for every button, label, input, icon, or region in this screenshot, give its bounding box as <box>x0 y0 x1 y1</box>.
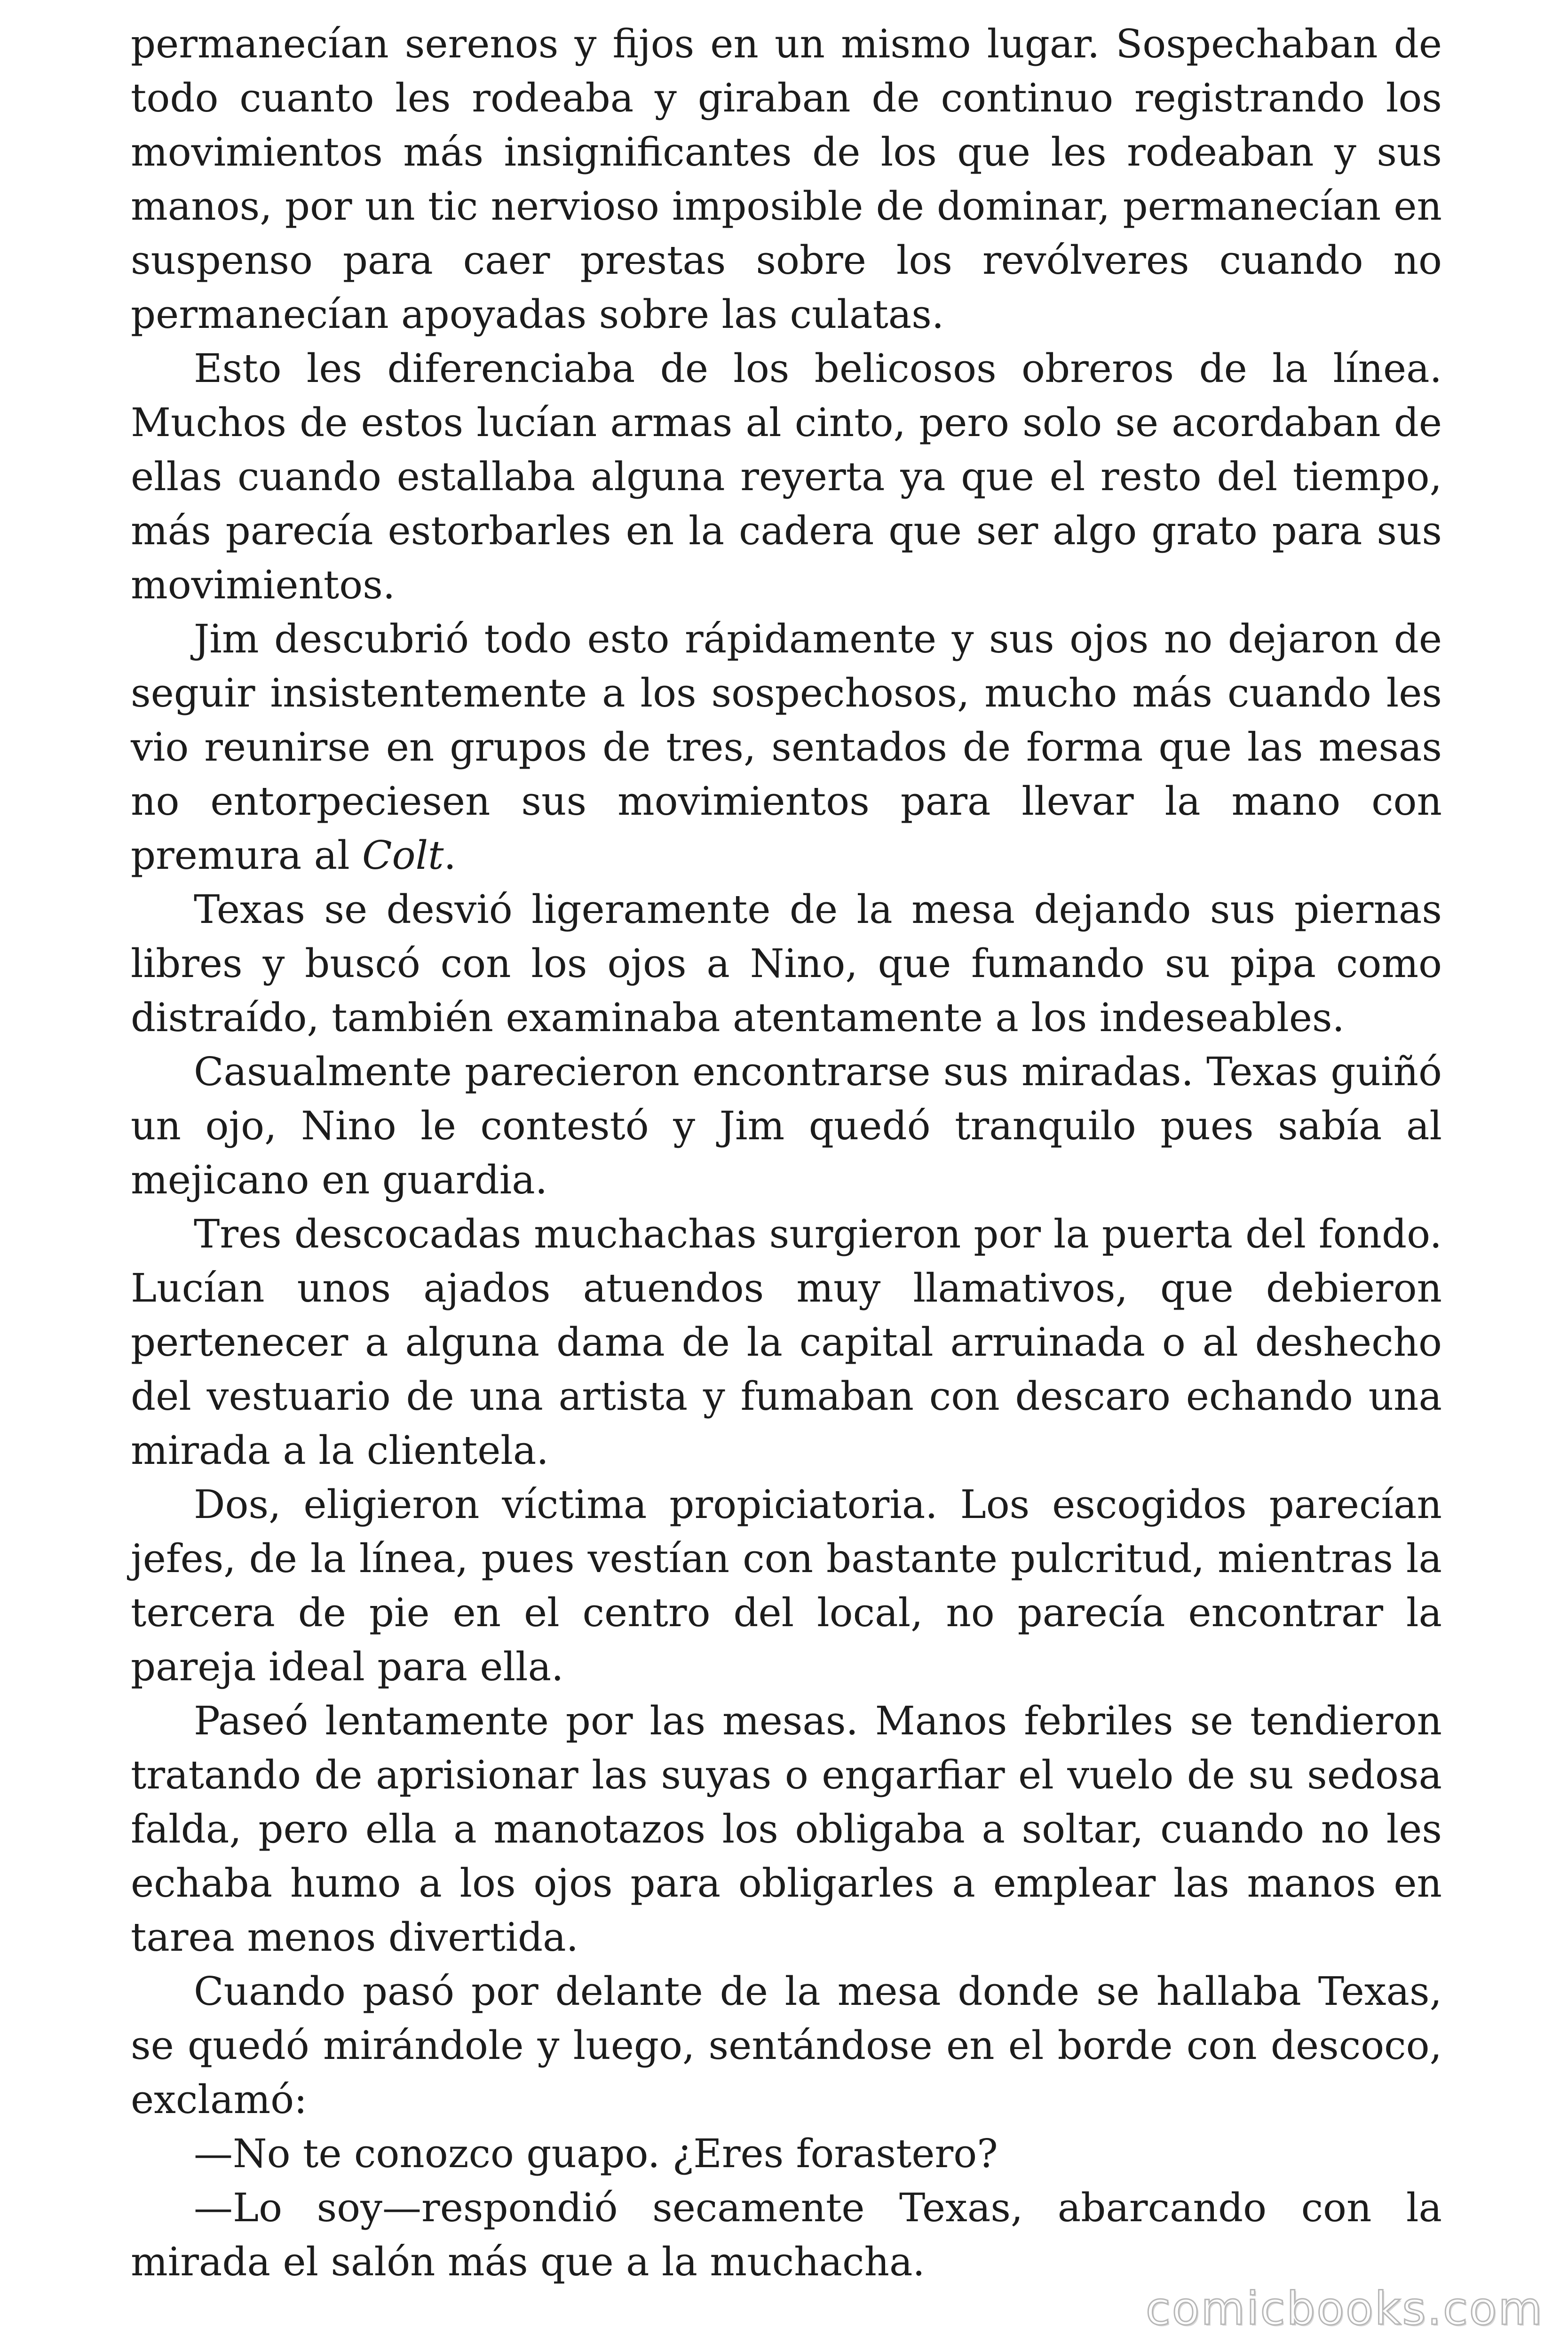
paragraph-7: Dos, eligieron víctima propiciatoria. Los escogidos parecían jefes, de la línea, pues vestían con bastante pulcritud, mientras la tercera de pie en el centro del local, no parecía encontrar la pareja ideal para ella. <box>131 1482 1442 1690</box>
paragraph-6: Tres descocadas muchachas surgieron por la puerta del fondo. Lucían unos ajados atuendos muy llamativos, que debieron pertenecer a alguna dama de la capital arruinada o al deshecho del vestuario de una artista y fumaban con descaro echando una mirada a la clientela. <box>131 1211 1442 1473</box>
paragraph-3 <box>131 612 1442 882</box>
dialogue-line-1: —No te conozco guapo. ¿Eres forastero? <box>194 2131 998 2177</box>
paragraph-9: Cuando pasó por delante de la mesa donde se hallaba Texas, se quedó mirándole y luego, sentándose en el borde con descoco, exclamó: <box>131 1969 1442 2122</box>
watermark: comicbooks.com <box>1145 2282 1544 2335</box>
dialogue-line-2: —Lo soy—respondió secamente Texas, abarcando con la mirada el salón más que a la muchacha. <box>131 2185 1442 2285</box>
paragraph-5: Casualmente parecieron encontrarse sus miradas. Texas guiñó un ojo, Nino le contestó y Jim quedó tranquilo pues sabía al mejicano en guardia. <box>131 1049 1442 1203</box>
paragraph-1: permanecían serenos y fijos en un mismo lugar. Sospechaban de todo cuanto les rodeaba y giraban de continuo registrando los movimientos más insignificantes de los que les rodeaban y sus manos, por un tic nervioso imposible de dominar, permanecían en suspenso para caer prestas sobre los revólveres cuando no permanecían apoyadas sobre las culatas. <box>131 21 1442 337</box>
book-page <box>131 17 1442 2289</box>
paragraph-3-text: Jim descubrió todo esto rápidamente y sus ojos no dejaron de seguir insistentemente a los sospechosos, mucho más cuando les vio reunirse en grupos de tres, sentados de forma que las mesas no entorpeciesen sus movimientos para llevar la mano con premura al <box>131 616 1442 878</box>
paragraph-8: Paseó lentamente por las mesas. Manos febriles se tendieron tratando de aprisionar las suyas o engarfiar el vuelo de su sedosa falda, pero ella a manotazos los obligaba a soltar, cuando no les echaba humo a los ojos para obligarles a emplear las manos en tarea menos divertida. <box>131 1698 1442 1960</box>
paragraph-3-ending: . <box>443 833 456 878</box>
paragraph-2: Esto les diferenciaba de los belicosos obreros de la línea. Muchos de estos lucían armas al cinto, pero solo se acordaban de ellas cuando estallaba alguna reyerta ya que el resto del tiempo, más parecía estorbarles en la cadera que ser algo grato para sus movimientos. <box>131 346 1442 608</box>
paragraph-3-italic-word: Colt <box>362 833 444 878</box>
paragraph-4: Texas se desvió ligeramente de la mesa dejando sus piernas libres y buscó con los ojos a Nino, que fumando su pipa como distraído, también examinaba atentamente a los indeseables. <box>131 887 1442 1041</box>
